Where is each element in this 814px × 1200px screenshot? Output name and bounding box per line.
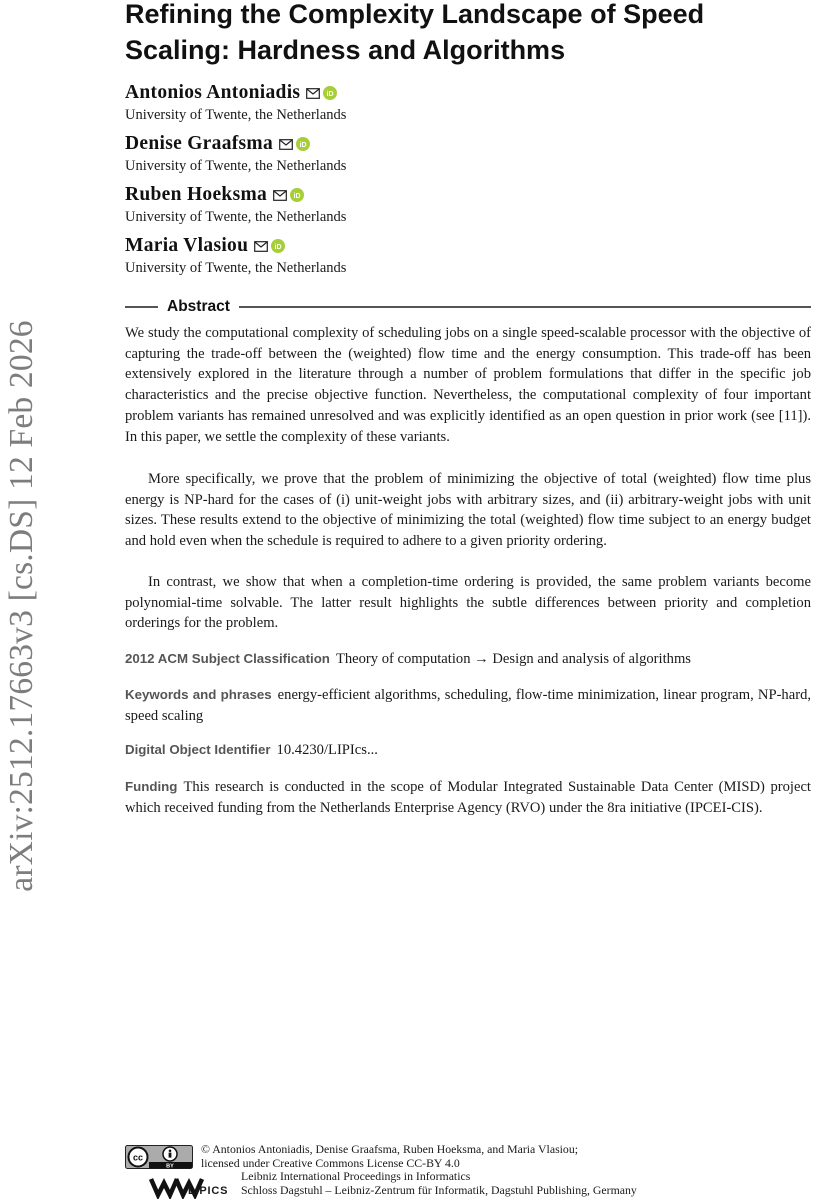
- license-footer: [125, 1143, 805, 1200]
- abstract-heading-row: [125, 297, 811, 317]
- author-affiliation: University of Twente, the Netherlands: [125, 107, 347, 123]
- funding-value: This research is conducted in the scope of Modular Integrated Sustainable Data Center (MISD) project which received funding from the Netherlands Enterprise Agency (RVO) under the 8ra initiative (IPCEI-CIS).: [125, 779, 811, 816]
- acm-label: 2012 ACM Subject Classification: [125, 651, 330, 666]
- doi-value[interactable]: 10.4230/LIPIcs...: [276, 742, 378, 758]
- svg-text:iD: iD: [274, 244, 282, 251]
- svg-text:BY: BY: [166, 1163, 174, 1169]
- copyright-line: © Antonios Antoniadis, Denise Graafsma, Ruben Hoeksma, and Maria Vlasiou;: [201, 1142, 579, 1156]
- abstract-heading: Abstract: [167, 298, 230, 315]
- author-name: Maria Vlasiou: [125, 235, 249, 256]
- orcid-icon[interactable]: [271, 239, 285, 253]
- orcid-icon[interactable]: [296, 137, 310, 151]
- acm-classification: [125, 648, 811, 670]
- doi: [125, 739, 811, 761]
- doi-label: Digital Object Identifier: [125, 742, 271, 757]
- funding: [125, 776, 811, 819]
- author-block: [125, 184, 346, 226]
- author-block: [125, 235, 346, 277]
- divider: [125, 306, 158, 307]
- svg-text:iD: iD: [326, 91, 334, 98]
- divider: [239, 306, 811, 307]
- abstract-paragraph: More specifically, we prove that the problem of minimizing the objective of total (weighted) flow time plus energy is NP-hard for the cases of (i) unit-weight jobs with arbitrary sizes, and (ii) arbitrary-weight jobs with unit sizes. These results extend to the objective of minimizing the total (weighted) flow time subject to an energy budget and hold even when the schedule is required to adhere to a given priority ordering.: [125, 471, 811, 550]
- author-affiliation: University of Twente, the Netherlands: [125, 260, 347, 276]
- acm-value: Theory of computation → Design and analysis of algorithms: [335, 651, 691, 667]
- author-block: [125, 82, 346, 124]
- svg-text:iD: iD: [293, 193, 301, 200]
- abstract-paragraph: We study the computational complexity of scheduling jobs on a single speed-scalable processor with the objective of capturing the trade-off between the (weighted) flow time and the energy consumption. This trade-off has been extensively explored in the literature through a number of problem formulations that differ in the specific job characteristics and the precise objective function. Nevertheless, the computational complexity of four important problem variants has remained unresolved and was explicitly identified as an open question in prior work (see [11]). In this paper, we settle the complexity of these variants.: [125, 325, 811, 445]
- arxiv-identifier: arXiv:2512.17663v3 [cs.DS] 12 Feb 2026: [3, 320, 40, 892]
- license-line: licensed under Creative Commons License CC-BY 4.0: [201, 1155, 460, 1170]
- footer-text: [201, 1143, 637, 1197]
- keywords-label: Keywords and phrases: [125, 687, 272, 702]
- cc-by-badge-icon[interactable]: [125, 1145, 193, 1169]
- paper-title: Refining the Complexity Landscape of Speed Scaling: Hardness and Algorithms: [125, 0, 705, 65]
- author-affiliation: University of Twente, the Netherlands: [125, 158, 347, 174]
- keywords: [125, 684, 811, 727]
- envelope-icon[interactable]: [306, 88, 320, 99]
- author-block: [125, 133, 346, 175]
- series-line: Leibniz International Proceedings in Informatics: [241, 1169, 471, 1183]
- svg-text:cc: cc: [132, 1152, 144, 1163]
- author-name: Denise Graafsma: [125, 133, 274, 154]
- svg-text:iD: iD: [299, 142, 307, 149]
- arxiv-side-stamp: [2, 292, 42, 920]
- keywords-value: energy-efficient algorithms, scheduling, flow-time minimization, linear program, NP-hard, speed scaling: [125, 687, 812, 724]
- publisher-line: Schloss Dagstuhl – Leibniz-Zentrum für Informatik, Dagstuhl Publishing, Germany: [241, 1182, 637, 1197]
- author-affiliation: University of Twente, the Netherlands: [125, 209, 347, 225]
- author-name: Antonios Antoniadis: [125, 82, 301, 103]
- author-name: Ruben Hoeksma: [125, 184, 268, 205]
- envelope-icon[interactable]: [254, 241, 268, 252]
- envelope-icon[interactable]: [279, 139, 293, 150]
- lipics-wordmark: LIPICS: [188, 1185, 229, 1197]
- funding-label: Funding: [125, 779, 178, 794]
- abstract-paragraph: In contrast, we show that when a completion-time ordering is provided, the same problem variants become polynomial-time solvable. The latter result highlights the subtle differences between priority and completion orderings for the problem.: [125, 574, 811, 632]
- orcid-icon[interactable]: [323, 86, 337, 100]
- envelope-icon[interactable]: [273, 190, 287, 201]
- orcid-icon[interactable]: [290, 188, 304, 202]
